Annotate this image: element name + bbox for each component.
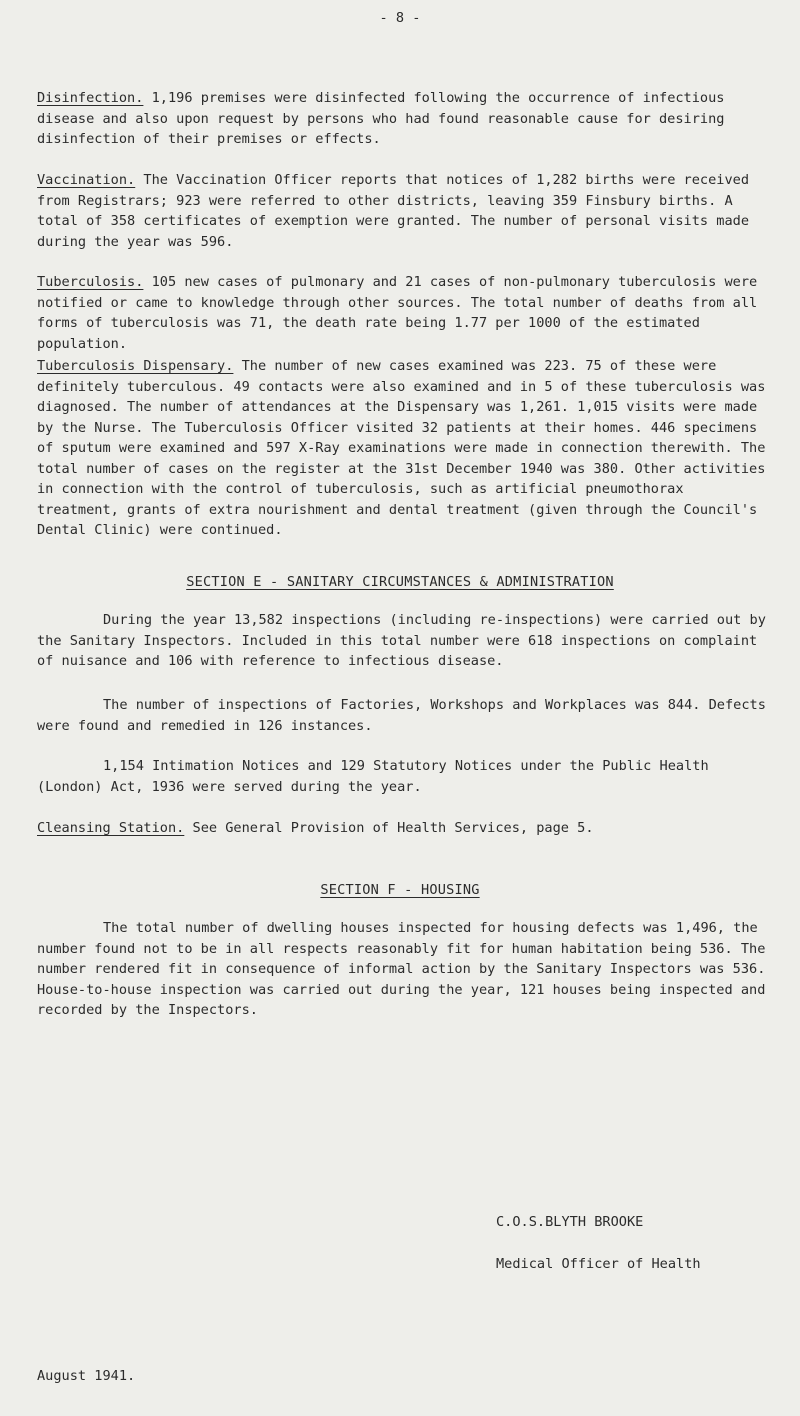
disinfection-text: 1,196 premises were disinfected following the occurrence of infectious disease and also upon request by persons who had found reasonable cause for desiring disinfection of their premises or effects. [37,90,725,147]
disinfection-heading: Disinfection. [37,90,144,106]
document-date: August 1941. [37,1368,136,1384]
tb-dispensary-paragraph [37,356,773,541]
tb-dispensary-text: The number of new cases examined was 223. 75 of these were definitely tuberculous. 49 contacts were also examined and in 5 of these tuberculosis was diagnosed. The number of attendances at the Dispensary was 1,261. 1,015 visits were made by the Nurse. The Tuberculosis Officer visited 32 patients at their homes. 446 specimens of sputum were examined and 597 X-Ray examinations were made in connection therewith. The total number of cases on the register at the 31st December 1940 was 380. Other activities in connection with the control of tuberculosis, such as artificial pneumothorax treatment, grants of extra nourishment and dental treatment (given through the Council's Dental Clinic) were continued. [37,358,766,538]
tuberculosis-paragraph [37,272,773,354]
section-f-heading: SECTION F - HOUSING [320,882,480,898]
tuberculosis-text: 105 new cases of pulmonary and 21 cases of non-pulmonary tuberculosis were notified or came to knowledge through other sources. The total number of deaths from all forms of tuberculosis was 71, the death rate being 1.77 per 1000 of the estimated population. [37,274,758,352]
section-e-paragraph-1: During the year 13,582 inspections (including re-inspections) were carried out by the Sanitary Inspectors. Included in this total number were 618 inspections on complaint of nuisance and 106 with reference to infectious disease. [37,612,766,669]
tuberculosis-heading: Tuberculosis. [37,274,144,290]
cleansing-station-paragraph [37,818,773,839]
page-number: - 8 - [379,10,421,26]
vaccination-paragraph [37,170,773,252]
section-e-paragraph-2: The number of inspections of Factories, Workshops and Workplaces was 844. Defects were found and remedied in 126 instances. [37,697,766,734]
signature-title: Medical Officer of Health [496,1256,701,1272]
signature-name: C.O.S.BLYTH BROOKE [496,1214,644,1230]
cleansing-station-text: See General Provision of Health Services, page 5. [192,820,594,836]
section-f-paragraph-1: The total number of dwelling houses inspected for housing defects was 1,496, the number found not to be in all respects reasonably fit for human habitation being 536. The number rendered fit in consequence of informal action by the Sanitary Inspectors was 536. House-to-house inspection was carried out during the year, 121 houses being inspected and recorded by the Inspectors. [37,920,766,1018]
cleansing-station-heading: Cleansing Station. [37,820,185,836]
disinfection-paragraph [37,88,773,150]
section-e-paragraph-3: 1,154 Intimation Notices and 129 Statutory Notices under the Public Health (London) Act, 1936 were served during the year. [37,758,709,795]
vaccination-text: The Vaccination Officer reports that notices of 1,282 births were received from Registrars; 923 were referred to other districts, leaving 359 Finsbury births. A total of 358 certificates of exemption were granted. The number of personal visits made during the year was 596. [37,172,750,250]
vaccination-heading: Vaccination. [37,172,136,188]
tb-dispensary-heading: Tuberculosis Dispensary. [37,358,234,374]
section-e-heading: SECTION E - SANITARY CIRCUMSTANCES & ADMINISTRATION [186,574,614,590]
